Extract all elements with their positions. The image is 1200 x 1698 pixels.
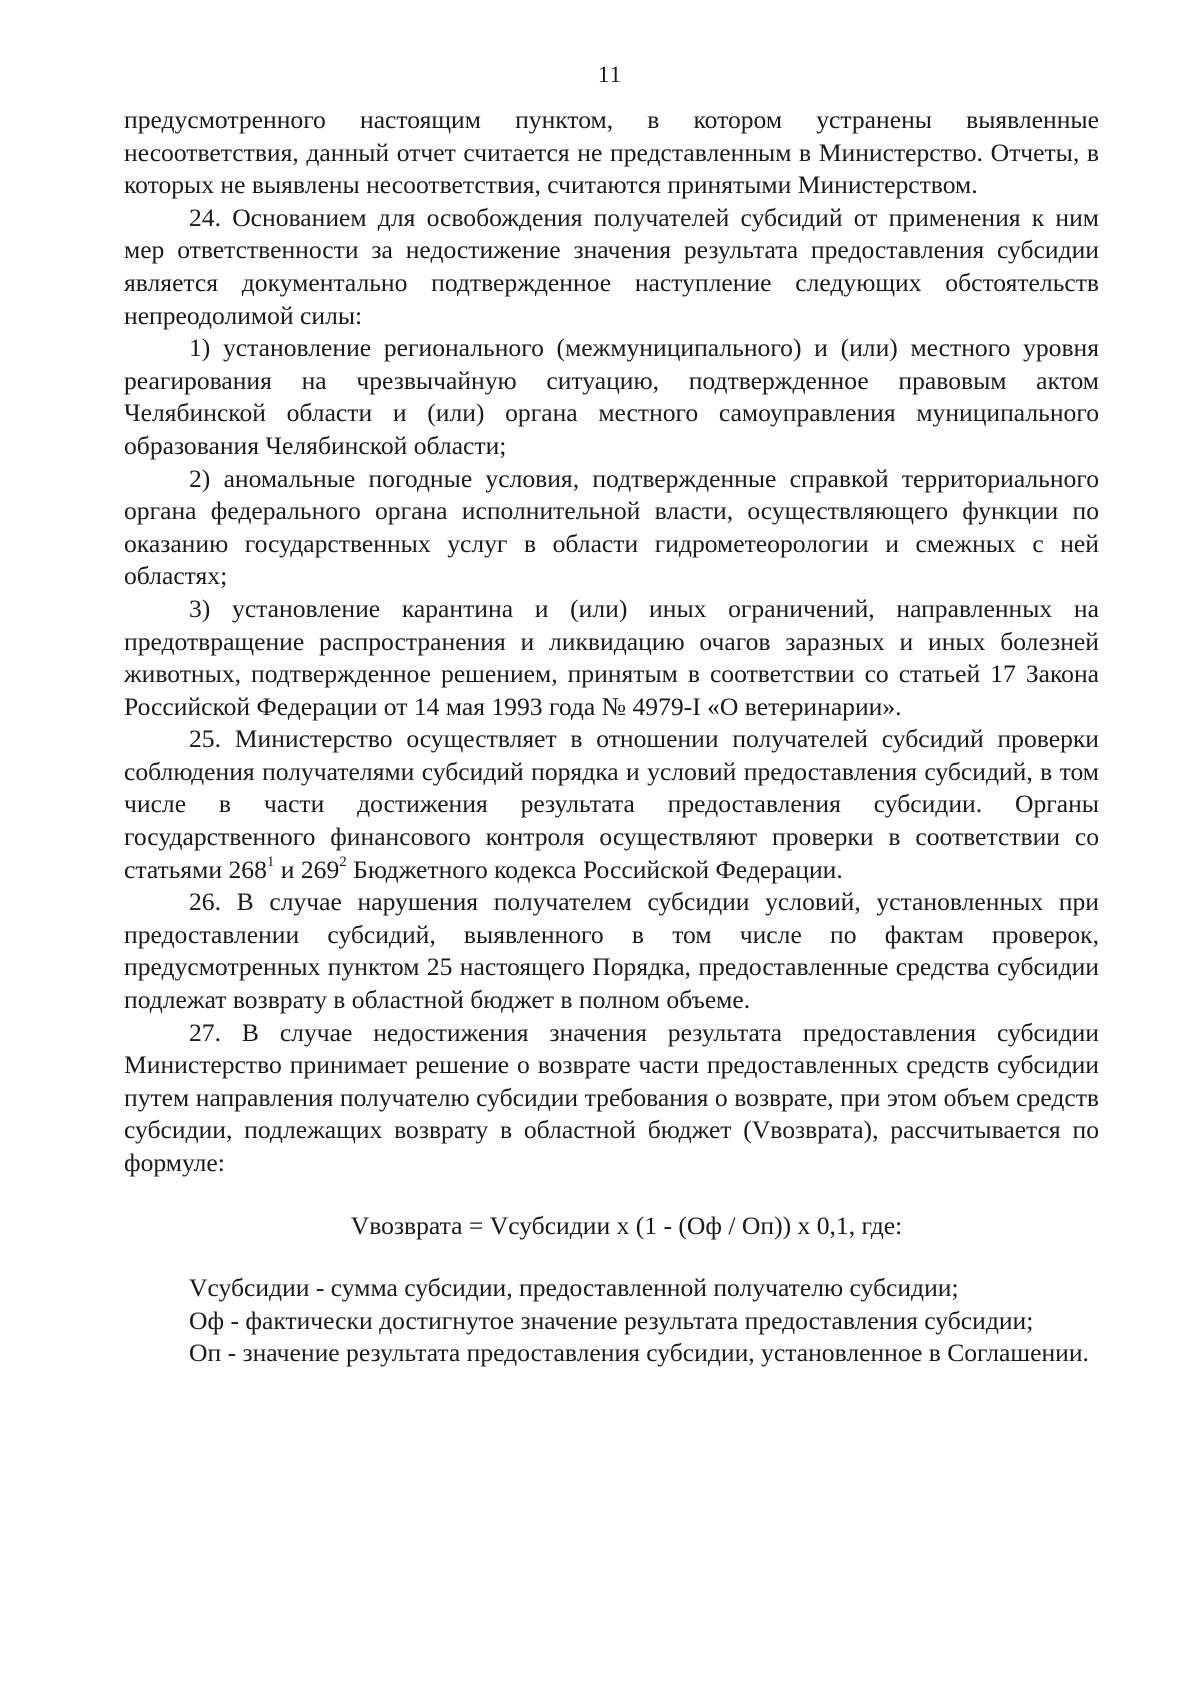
document-body <box>124 104 1099 1370</box>
definition-op: Оп - значение результата предоставления субсидии, установленное в Соглашении. <box>189 1338 1089 1368</box>
paragraph-25-text-c: Бюджетного кодекса Российской Федерации. <box>346 854 843 884</box>
paragraph-26: 26. В случае нарушения получателем субсидии условий, установленных при предоставлении субсидий, выявленного в том числе по фактам проверок, предусмотренных пунктом 25 настоящего Порядка, предоставленные средства субсидии подлежат возврату в областной бюджет в полном объеме. <box>124 887 1099 1015</box>
formula: Vвозврата = Vсубсидии x (1 - (Оф / Оп)) x 0,1, где: <box>350 1210 903 1240</box>
paragraph-27: 27. В случае недостижения значения результата предоставления субсидии Министерство принимает решение о возврате части предоставленных средств субсидии путем направления получателю субсидии требования о возврате, при этом объем средств субсидии, подлежащих возврату в областной бюджет (Vвозврата), рассчитывается по формуле: <box>124 1017 1099 1177</box>
paragraph-24: 24. Основанием для освобождения получателей субсидий от применения к ним мер ответственности за недостижение значения результата предоставления субсидии является документально подтвержденное наступление следующих обстоятельств непреодолимой силы: <box>124 202 1099 330</box>
paragraph-25-text-b: и 269 <box>274 854 340 884</box>
definition-of: Оф - фактически достигнутое значение результата предоставления субсидии; <box>189 1305 1034 1335</box>
paragraph-continuation: предусмотренного настоящим пунктом, в котором устранены выявленные несоответствия, данный отчет считается не представленным в Министерство. Отчеты, в которых не выявлены несоответствия, считаются принятыми Министерством. <box>124 105 1099 200</box>
page-number: 11 <box>597 62 623 87</box>
superscript-268: 1 <box>266 854 275 871</box>
paragraph-24-item-1: 1) установление регионального (межмуниципального) и (или) местного уровня реагирования на чрезвычайную ситуацию, подтвержденное правовым актом Челябинской области и (или) органа местного самоуправления муниципального образования Челябинской области; <box>124 333 1099 460</box>
paragraph-25-text-a: 25. Министерство осуществляет в отношении получателей субсидий проверки соблюдения получателями субсидий порядка и условий предоставления субсидий, в том числе в части достижения результата предоставления субсидии. Органы государственного финансового контроля осуществляют проверки в соответствии со статьями 268 <box>124 724 1099 884</box>
paragraph-24-item-2: 2) аномальные погодные условия, подтвержденные справкой территориального органа федерального органа исполнительной власти, осуществляющего функции по оказанию государственных услуг в области гидрометеорологии и смежных с ней областях; <box>124 463 1099 591</box>
definition-v-subsidy: Vсубсидии - сумма субсидии, предоставленной получателю субсидии; <box>189 1273 959 1303</box>
superscript-269: 2 <box>339 854 347 871</box>
paragraph-24-item-3: 3) установление карантина и (или) иных ограничений, направленных на предотвращение распространения и ликвидацию очагов заразных и иных болезней животных, подтвержденное решением, принятым в соответствии со статьей 17 Закона Российской Федерации от 14 мая 1993 года № 4979-I «О ветеринарии». <box>124 593 1099 721</box>
paragraph-25 <box>124 723 1099 886</box>
